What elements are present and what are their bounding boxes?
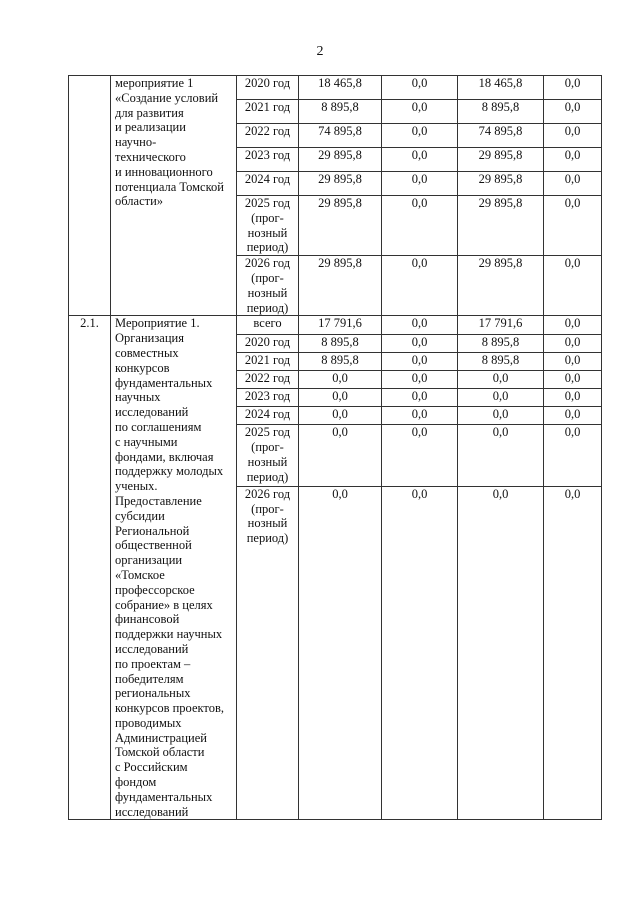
period-line: 2021 год <box>244 352 291 367</box>
period-cell <box>237 124 299 148</box>
description-line: финансовой <box>115 612 180 627</box>
value-cell: 0,0 <box>382 352 458 370</box>
description-line: поддержку молодых <box>115 464 224 479</box>
value-cell: 0,0 <box>458 486 544 820</box>
value-cell: 0,0 <box>544 172 602 196</box>
description-line: потенциала Томской <box>115 179 224 194</box>
description-line: и реализации <box>115 120 186 135</box>
value-cell: 0,0 <box>382 425 458 486</box>
table-row <box>69 316 602 334</box>
value-cell: 8 895,8 <box>299 352 382 370</box>
description-line: и инновационного <box>115 164 213 179</box>
value-cell: 18 465,8 <box>458 76 544 100</box>
description-line: проводимых <box>115 715 182 730</box>
value-cell: 74 895,8 <box>458 124 544 148</box>
period-cell <box>237 370 299 388</box>
value-cell: 8 895,8 <box>458 334 544 352</box>
period-line: 2024 год <box>244 172 291 186</box>
value-cell: 29 895,8 <box>458 148 544 172</box>
value-cell: 0,0 <box>382 148 458 172</box>
period-cell <box>237 76 299 100</box>
period-line: нозный <box>247 516 288 531</box>
period-cell <box>237 316 299 334</box>
value-cell: 0,0 <box>544 425 602 486</box>
description-line: области» <box>115 194 164 209</box>
description-line: «Создание условий <box>115 90 219 105</box>
value-cell: 17 791,6 <box>299 316 382 334</box>
period-line: 2023 год <box>244 148 291 162</box>
period-line: всего <box>253 316 282 331</box>
description-line: по проектам – <box>115 656 191 671</box>
description-line: Томской области <box>115 745 205 760</box>
period-line: 2026 год <box>244 486 291 501</box>
period-line: (прог- <box>251 210 284 225</box>
period-line: 2025 год <box>244 196 291 210</box>
period-line: 2026 год <box>244 256 291 271</box>
description-line: собрание» в целях <box>115 597 213 612</box>
period-cell <box>237 352 299 370</box>
period-cell <box>237 425 299 486</box>
value-cell: 0,0 <box>544 76 602 100</box>
value-cell: 0,0 <box>382 370 458 388</box>
table-row <box>69 76 602 100</box>
value-cell: 74 895,8 <box>299 124 382 148</box>
page-number: 2 <box>316 44 324 59</box>
item-description <box>111 316 237 820</box>
description-line: Администрацией <box>115 730 207 745</box>
value-cell: 18 465,8 <box>299 76 382 100</box>
value-cell: 8 895,8 <box>458 100 544 124</box>
item-description <box>111 76 237 316</box>
period-cell <box>237 388 299 406</box>
description-line: исследований <box>115 641 189 656</box>
description-line: с научными <box>115 434 178 449</box>
value-cell: 0,0 <box>382 316 458 334</box>
period-cell <box>237 148 299 172</box>
value-cell: 0,0 <box>544 370 602 388</box>
period-line: период) <box>246 469 289 484</box>
period-line: 2020 год <box>244 334 291 349</box>
value-cell: 0,0 <box>544 352 602 370</box>
value-cell: 29 895,8 <box>299 148 382 172</box>
description-line: фондом <box>115 775 157 790</box>
description-line: научных <box>115 390 161 405</box>
value-cell: 29 895,8 <box>458 256 544 316</box>
period-line: период) <box>246 300 289 315</box>
value-cell: 0,0 <box>458 425 544 486</box>
value-cell: 0,0 <box>544 196 602 256</box>
period-cell <box>237 486 299 820</box>
funding-table <box>68 75 602 820</box>
description-line: «Томское <box>115 567 165 582</box>
description-line: по соглашениям <box>115 419 202 434</box>
value-cell: 0,0 <box>382 100 458 124</box>
value-cell: 0,0 <box>544 334 602 352</box>
value-cell: 0,0 <box>458 388 544 406</box>
description-line: совместных <box>115 345 179 360</box>
period-line: (прог- <box>251 440 284 455</box>
value-cell: 8 895,8 <box>299 100 382 124</box>
period-line: период) <box>246 240 289 255</box>
description-line: фундаментальных <box>115 789 213 804</box>
value-cell: 29 895,8 <box>299 256 382 316</box>
period-cell <box>237 172 299 196</box>
value-cell: 0,0 <box>382 172 458 196</box>
description-line: мероприятие 1 <box>115 76 194 90</box>
value-cell: 29 895,8 <box>299 172 382 196</box>
description-line: Мероприятие 1. <box>115 316 200 331</box>
value-cell: 29 895,8 <box>299 196 382 256</box>
period-line: 2021 год <box>244 100 291 114</box>
period-cell <box>237 334 299 352</box>
period-cell <box>237 196 299 256</box>
description-line: для развития <box>115 105 184 120</box>
description-line: поддержки научных <box>115 627 223 642</box>
value-cell: 0,0 <box>299 407 382 425</box>
value-cell: 0,0 <box>544 124 602 148</box>
value-cell: 0,0 <box>544 388 602 406</box>
value-cell: 0,0 <box>299 388 382 406</box>
value-cell: 0,0 <box>544 316 602 334</box>
value-cell: 0,0 <box>382 256 458 316</box>
period-line: (прог- <box>251 270 284 285</box>
description-line: региональных <box>115 686 191 701</box>
period-line: 2022 год <box>244 124 291 138</box>
value-cell: 0,0 <box>382 76 458 100</box>
period-line: нозный <box>247 225 288 240</box>
value-cell: 0,0 <box>382 124 458 148</box>
period-line: 2020 год <box>244 76 291 90</box>
description-line: исследований <box>115 804 189 819</box>
value-cell: 0,0 <box>299 370 382 388</box>
value-cell: 17 791,6 <box>458 316 544 334</box>
value-cell: 29 895,8 <box>458 172 544 196</box>
value-cell: 0,0 <box>544 100 602 124</box>
value-cell: 0,0 <box>382 486 458 820</box>
value-cell: 0,0 <box>458 370 544 388</box>
value-cell: 29 895,8 <box>458 196 544 256</box>
period-line: 2023 год <box>244 388 291 403</box>
description-line: субсидии <box>115 508 165 523</box>
description-line: Организация <box>115 331 184 346</box>
value-cell: 0,0 <box>544 148 602 172</box>
period-cell <box>237 100 299 124</box>
description-line: Предоставление <box>115 493 202 508</box>
value-cell: 8 895,8 <box>458 352 544 370</box>
period-line: 2022 год <box>244 370 291 385</box>
value-cell: 0,0 <box>382 407 458 425</box>
value-cell: 0,0 <box>458 407 544 425</box>
description-line: ученых. <box>115 479 158 494</box>
description-line: технического <box>115 149 186 164</box>
description-line: исследований <box>115 405 189 420</box>
description-line: фондами, включая <box>115 449 214 464</box>
value-cell: 0,0 <box>382 334 458 352</box>
period-cell <box>237 407 299 425</box>
description-line: конкурсов проектов, <box>115 701 224 716</box>
description-line: победителям <box>115 671 184 686</box>
description-line: научно- <box>115 135 157 150</box>
period-line: 2024 год <box>244 407 291 422</box>
value-cell: 0,0 <box>299 486 382 820</box>
period-line: (прог- <box>251 501 284 516</box>
period-line: нозный <box>247 285 288 300</box>
item-number: 2.1. <box>69 316 111 820</box>
description-line: с Российским <box>115 760 188 775</box>
description-line: общественной <box>115 538 192 553</box>
value-cell: 0,0 <box>382 196 458 256</box>
value-cell: 0,0 <box>544 407 602 425</box>
period-line: 2025 год <box>244 425 291 440</box>
value-cell: 8 895,8 <box>299 334 382 352</box>
description-line: Региональной <box>115 523 190 538</box>
value-cell: 0,0 <box>544 486 602 820</box>
value-cell: 0,0 <box>299 425 382 486</box>
period-line: период) <box>246 531 289 546</box>
period-cell <box>237 256 299 316</box>
value-cell: 0,0 <box>544 256 602 316</box>
description-line: фундаментальных <box>115 375 213 390</box>
description-line: организации <box>115 553 183 568</box>
item-number <box>69 76 111 316</box>
value-cell: 0,0 <box>382 388 458 406</box>
description-line: профессорское <box>115 582 195 597</box>
description-line: конкурсов <box>115 360 170 375</box>
period-line: нозный <box>247 454 288 469</box>
